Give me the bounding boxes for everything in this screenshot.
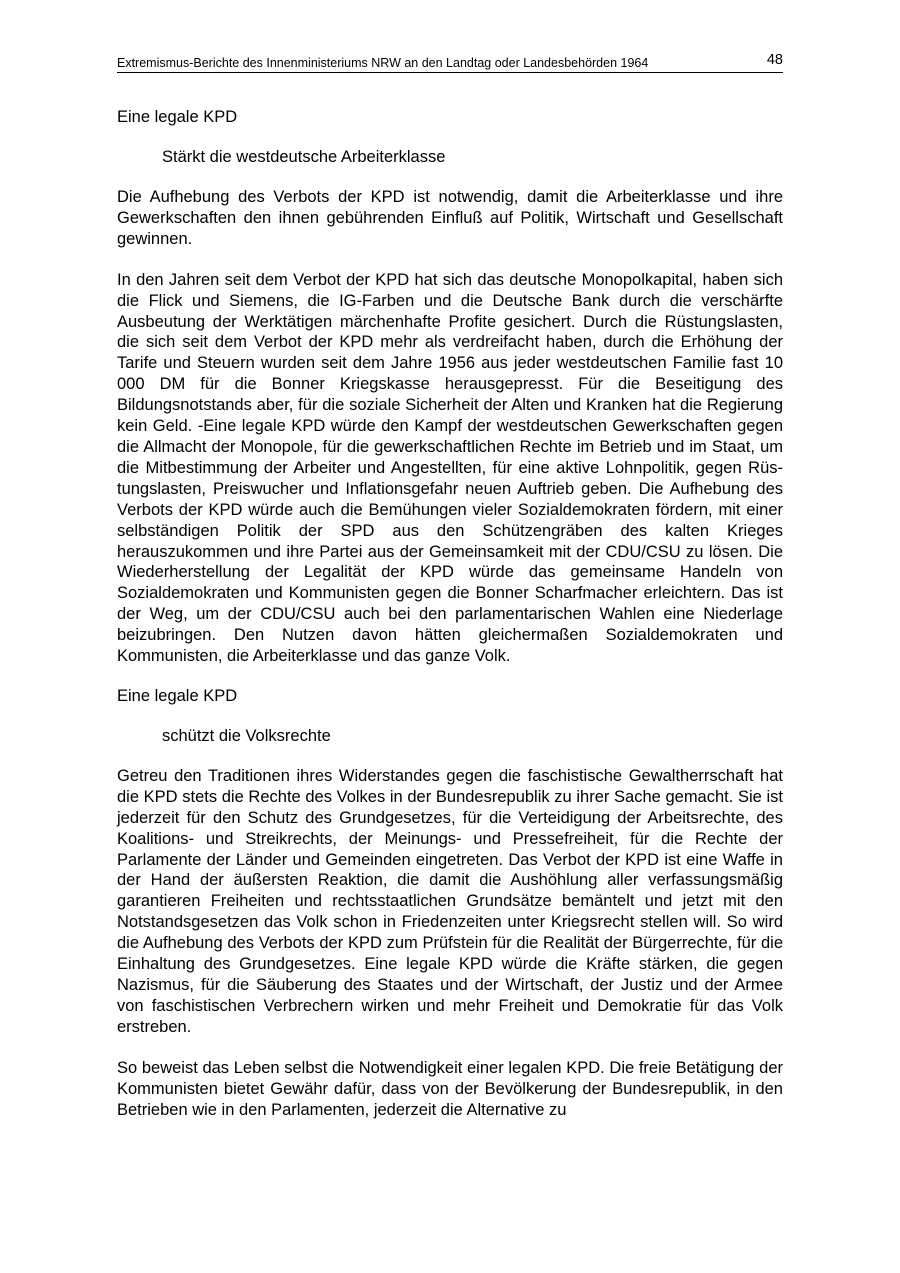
section-schützt-volksrechte <box>117 686 783 1121</box>
section-subheading: schützt die Volksrechte <box>162 726 331 745</box>
section-heading: Eine legale KPD <box>117 686 238 705</box>
page-number: 48 <box>766 52 783 68</box>
page-header <box>117 52 783 73</box>
paragraph: Die Aufhebung des Verbots der KPD ist notwendig, damit die Arbeiterklasse und ihre Gewerkschaften den ihnen gebührenden Einfluß auf Politik, Wirtschaft und Gesellschaft gewinnen. <box>117 188 783 248</box>
section-heading: Eine legale KPD <box>117 108 238 126</box>
document-page <box>117 52 783 1120</box>
header-title: Extremismus-Berichte des Innenministeriums NRW an den Landtag oder Landesbehörden 1964 <box>117 56 649 70</box>
paragraph: In den Jahren seit dem Verbot der KPD hat sich das deutsche Monopolkapital, haben sich die Flick und Siemens, die IG-Farben und die Deutsche Bank durch die verschärfte Ausbeutung der Werktätigen märchenhafte Profite gesichert. Durch die Rüstungslasten, die sich seit dem Verbot der KPD mehr als verdreifacht haben, durch die Erhöhung der Tarife und Steuern wurden seit dem Jahre 1956 aus jeder westdeutschen Familie fast 10 000 DM für die Bonner Kriegskasse herausgepresst. Für die Beseitigung des Bildungsnotstands aber, für die soziale Sicherheit der Alten und Kranken hat die Regierung kein Geld. -Eine legale KPD würde den Kampf der westdeutschen Gewerkschaften gegen die Allmacht der Monopole, für die gewerkschaftlichen Rechte im Betrieb und im Staat, um die Mitbestimmung der Arbeiter und Angestellten, für eine aktive Lohnpolitik, gegen Rüstungslasten, Preiswucher und Inflationsgefahr neuen Auftrieb geben. Die Aufhebung des Verbots der KPD würde auch die Bemühungen vieler Sozialdemokraten fördern, mit einer selbständigen Politik der SPD aus den Schützengräben des kalten Krieges herauszukommen und ihre Partei aus der Gemeinsamkeit mit der CDU/CSU zu lösen. Die Wiederherstellung der Legalität der KPD würde das gemeinsame Handeln von Sozialdemokraten und Kommunisten gegen die Bonner Scharfmacher erleichtern. Das ist der Weg, um der CDU/CSU auch bei den parlamentarischen Wahlen eine Niederlage beizubringen. Den Nutzen davon hätten gleichermaßen Sozialdemokraten und Kommunisten, die Arbeiterklasse und das ganze Volk. <box>117 270 783 666</box>
paragraph: So beweist das Leben selbst die Notwendigkeit einer legalen KPD. Die freie Betätigung der Kommunisten bietet Gewähr dafür, dass von der Bevölkerung der Bundesrepublik, in den Betrieben wie in den Parlamenten, jederzeit die Alternative zu <box>117 1058 783 1119</box>
section-subheading: Stärkt die westdeutsche Arbeiterklasse <box>162 148 446 166</box>
section-stärkt-arbeiterklasse <box>117 107 783 667</box>
paragraph: Getreu den Traditionen ihres Widerstandes gegen die faschistische Gewaltherrschaft hat die KPD stets die Rechte des Volkes in der Bundesrepublik zu ihrer Sache gemacht. Sie ist jederzeit für den Schutz des Grundgesetzes, für die Verteidigung der Arbeitsrechte, des Koalitions- und Streikrechts, der Meinungs- und Pressefreiheit, für die Rechte der Parlamente der Länder und Gemeinden eingetreten. Das Verbot der KPD ist eine Waffe in der Hand der äußersten Reaktion, die damit die Aushöhlung aller verfassungsmäßig garantieren Freiheiten und rechtsstaatlichen Grundsätze bemäntelt und jetzt mit den Notstandsgesetzen das Volk schon in Friedenzeiten unter Kriegsrecht stellen will. So wird die Aufhebung des Verbots der KPD zum Prüfstein für die Realität der Bürgerrechte, für die Einhaltung des Grundgesetzes. Eine legale KPD würde die Kräfte stärken, die gegen Nazismus, für die Säuberung des Staates und der Wirtschaft, der Justiz und der Armee von faschistischen Verbrechern wirken und mehr Freiheit und Demokratie für das Volk erstreben. <box>117 766 783 1036</box>
